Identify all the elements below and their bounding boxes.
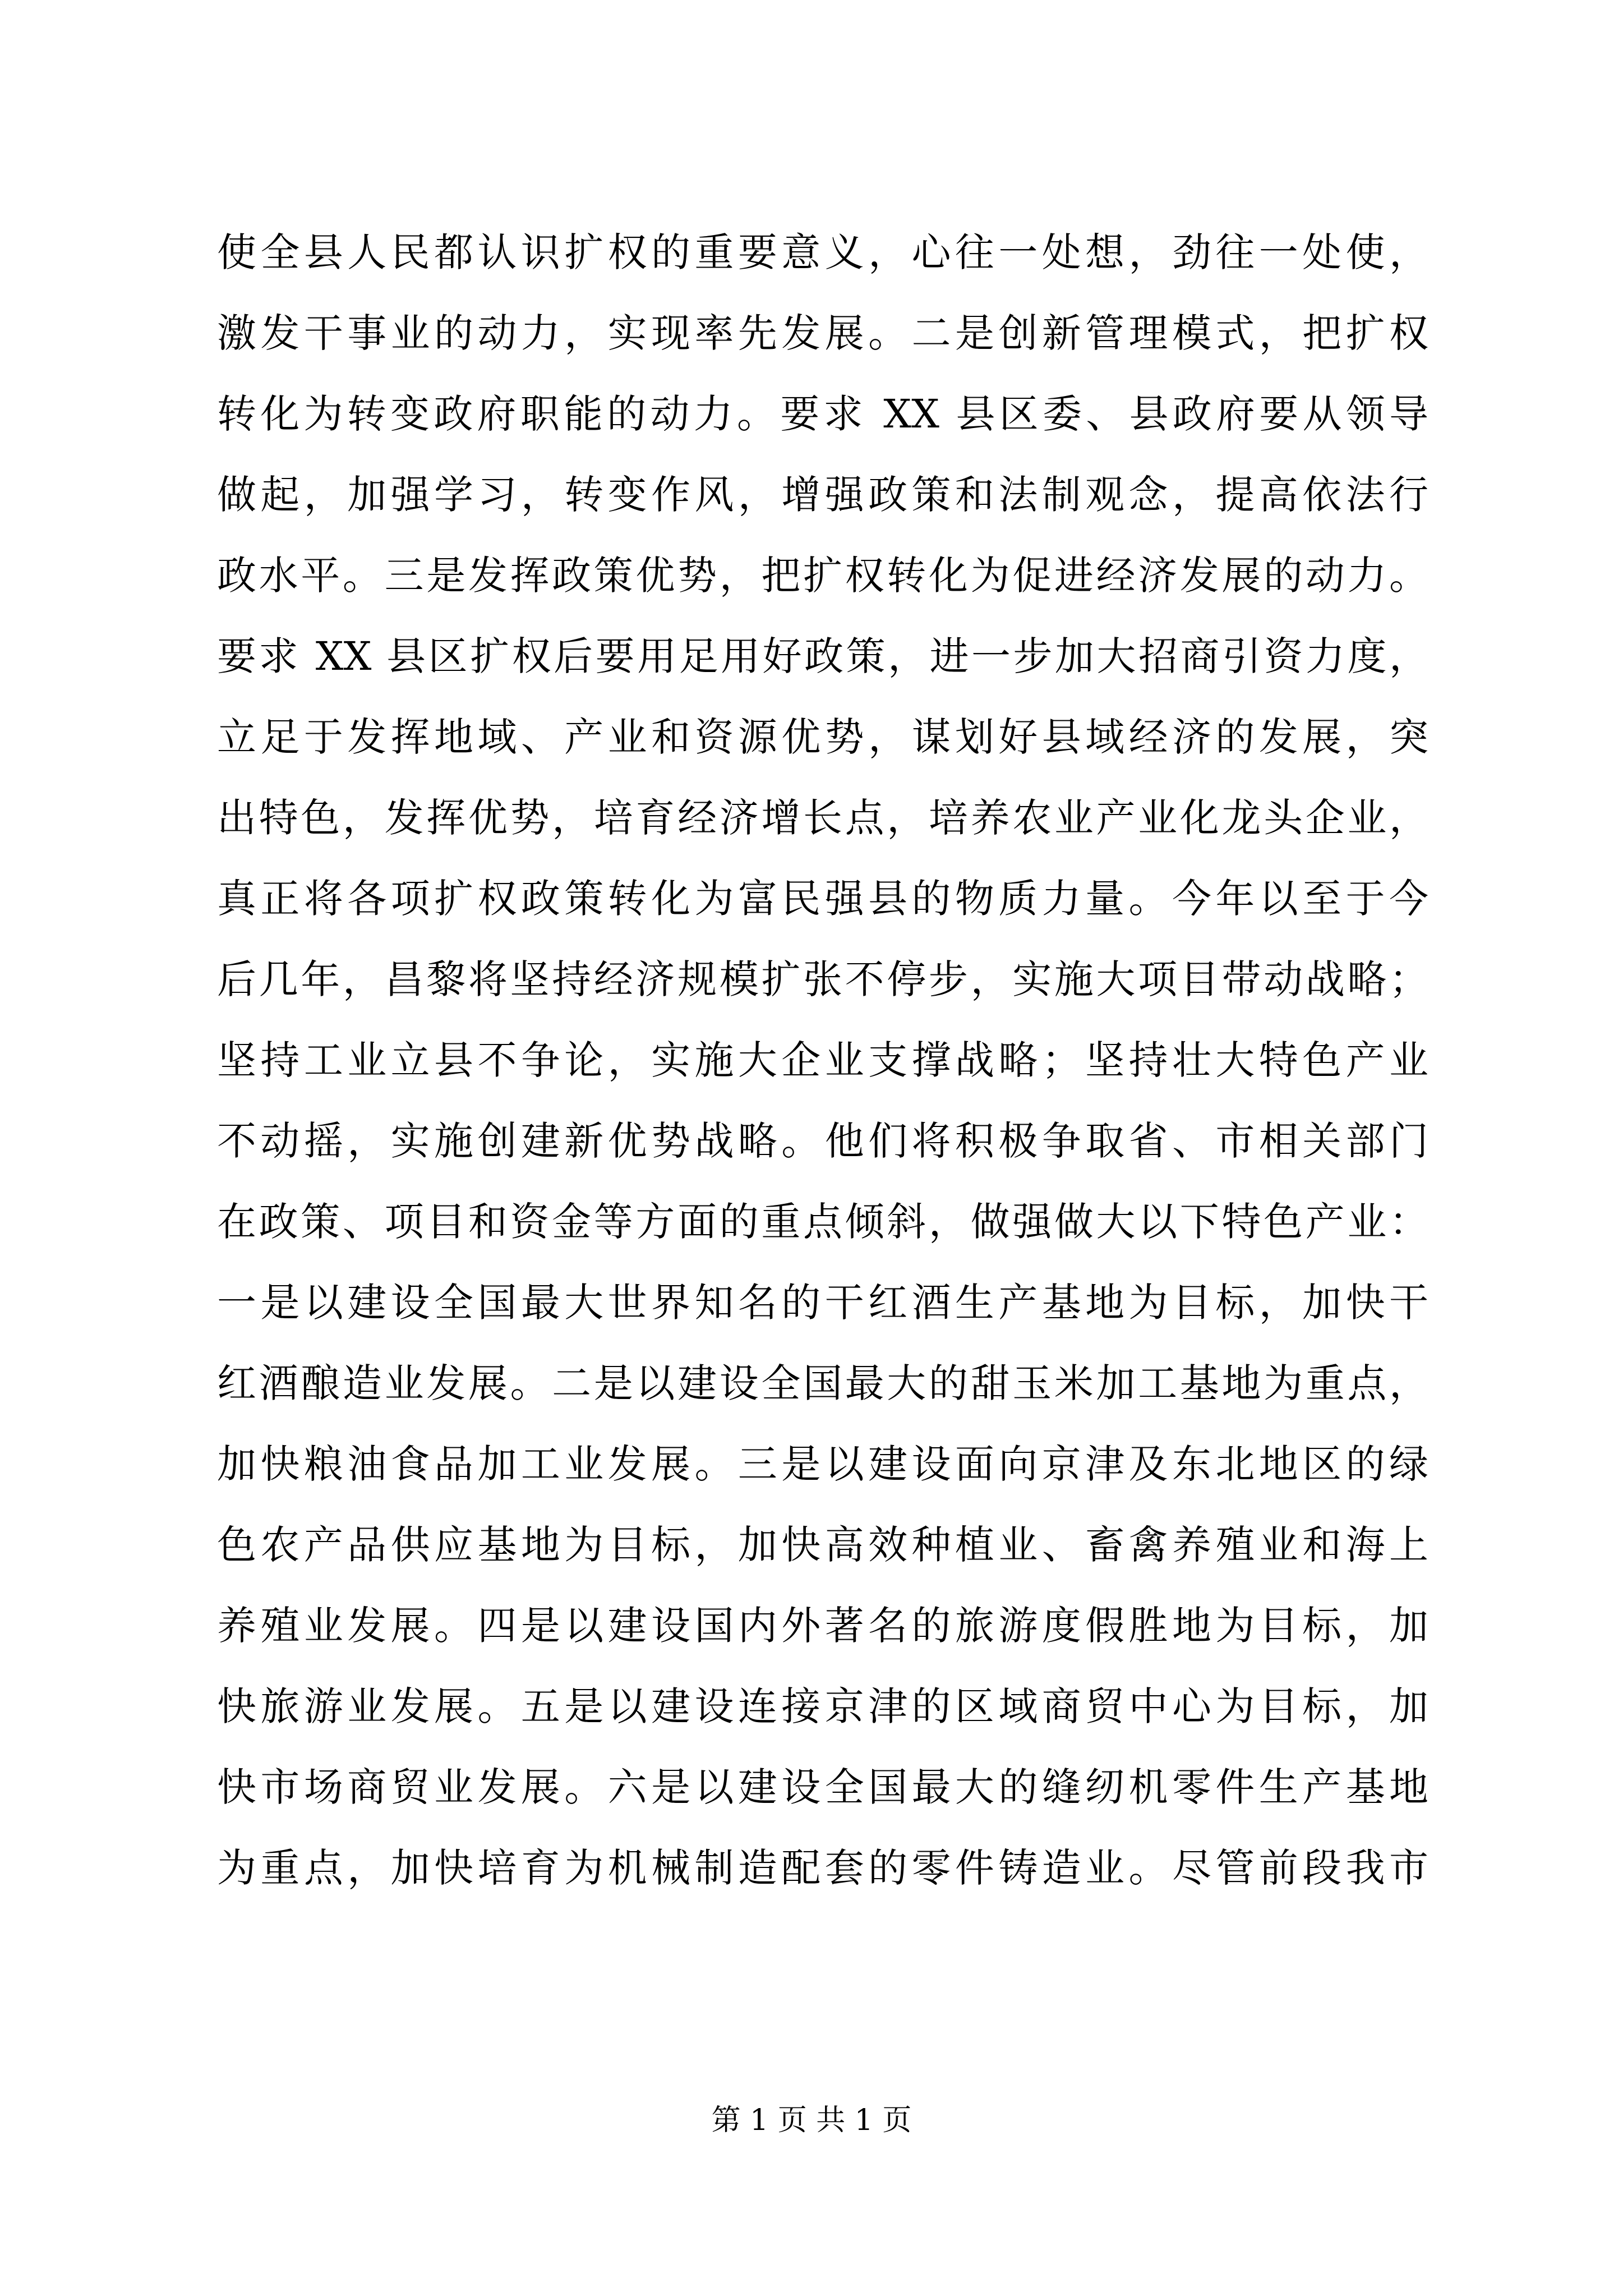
text-line: 政水平。三是发挥政策优势，把扩权转化为促进经济发展的动力。 (217, 553, 1428, 599)
text-line: 色农产品供应基地为目标，加快高效种植业、畜禽养殖业和海上 (217, 1522, 1428, 1568)
page-number-label: 第 1 页 共 1 页 (711, 2104, 912, 2137)
text-line: 激发干事业的动力，实现率先发展。二是创新管理模式，把扩权 (217, 310, 1428, 356)
text-line: 做起，加强学习，转变作风，增强政策和法制观念，提高依法行 (217, 472, 1428, 518)
text-line: 在政策、项目和资金等方面的重点倾斜，做强做大以下特色产业： (217, 1199, 1428, 1245)
text-line: 养殖业发展。四是以建设国内外著名的旅游度假胜地为目标，加 (217, 1603, 1428, 1649)
page-footer (0, 2098, 1623, 2143)
text-line: 坚持工业立县不争论，实施大企业支撑战略；坚持壮大特色产业 (217, 1037, 1428, 1083)
text-line: 立足于发挥地域、产业和资源优势，谋划好县域经济的发展，突 (217, 714, 1428, 760)
text-line: 加快粮油食品加工业发展。三是以建设面向京津及东北地区的绿 (217, 1441, 1428, 1487)
text-line: 使全县人民都认识扩权的重要意义，心往一处想，劲往一处使， (217, 229, 1428, 275)
text-line: 转化为转变政府职能的动力。要求 XX 县区委、县政府要从领导 (217, 391, 1428, 437)
text-line: 红酒酿造业发展。二是以建设全国最大的甜玉米加工基地为重点， (217, 1360, 1428, 1406)
text-line: 不动摇，实施创建新优势战略。他们将积极争取省、市相关部门 (217, 1118, 1428, 1164)
text-line: 为重点，加快培育为机械制造配套的零件铸造业。尽管前段我市 (217, 1845, 1428, 1891)
text-line: 后几年，昌黎将坚持经济规模扩张不停步，实施大项目带动战略； (217, 956, 1428, 1002)
text-line: 快市场商贸业发展。六是以建设全国最大的缝纫机零件生产基地 (217, 1764, 1428, 1810)
text-line: 真正将各项扩权政策转化为富民强县的物质力量。今年以至于今 (217, 876, 1428, 922)
body-text (217, 212, 1428, 1908)
text-line: 出特色，发挥优势，培育经济增长点，培养农业产业化龙头企业， (217, 795, 1428, 841)
text-line: 一是以建设全国最大世界知名的干红酒生产基地为目标，加快干 (217, 1280, 1428, 1326)
text-line: 要求 XX 县区扩权后要用足用好政策，进一步加大招商引资力度， (217, 633, 1428, 679)
text-line: 快旅游业发展。五是以建设连接京津的区域商贸中心为目标，加 (217, 1683, 1428, 1729)
